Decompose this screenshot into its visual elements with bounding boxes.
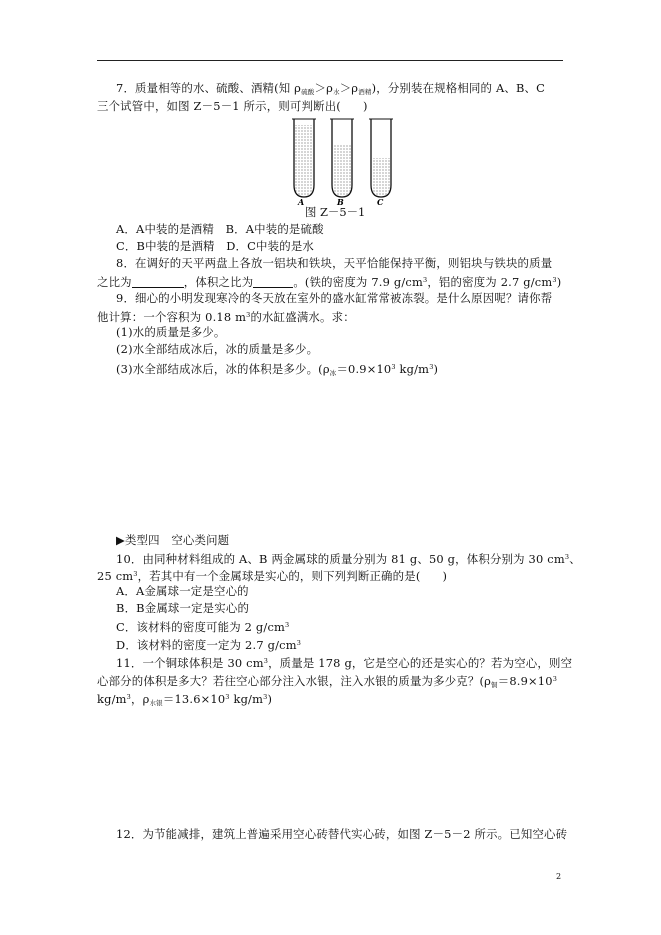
figure-caption: 图 Z－5－1 <box>305 205 366 219</box>
q8-blank-1[interactable] <box>132 276 184 288</box>
test-tube-a <box>292 119 316 197</box>
q9-line-1: 9．细心的小明发现寒冷的冬天放在室外的盛水缸常常被冻裂。是什么原因呢？请你帮 <box>116 291 553 305</box>
q7-line-2: 三个试管中，如图 Z－5－1 所示，则可判断出( ) <box>97 99 368 113</box>
q10-option-a: A．A金属球一定是空心的 <box>116 584 249 598</box>
q8-blank-2[interactable] <box>253 276 293 288</box>
test-tube-b <box>330 119 354 197</box>
q9-line-2: 他计算：一个容积为 0.18 $m^3$的水缸盛满水。求： <box>97 310 355 324</box>
q10-line-1: 10．由同种材料组成的 A、B 两金属球的质量分别为 81 g、50 g，体积分别为 30 $cm^3$、 <box>116 552 581 566</box>
tube-label-c: C <box>377 197 384 205</box>
q8-line-1: 8．在调好的天平两盘上各放一铝块和铁块，天平恰能保持平衡，则铝块与铁块的质量 <box>116 256 553 270</box>
q11-line-2: 心部分的体积是多大？若往空心部分注入水银，注入水银的质量为多少克？($\rho_铜=8.9\times 10^3$ <box>97 674 558 689</box>
q10-option-b: B．B金属球一定是实心的 <box>116 601 250 615</box>
tube-label-b: B <box>337 197 344 205</box>
q8-line-2: 之比为 ，体积之比为 。(铁的密度为 7.9 $g/cm^3$，铝的密度为 2.7 $g/cm^3$) <box>97 275 562 289</box>
q9-part-2: (2)水全部结成冰后，冰的质量是多少。 <box>116 342 319 356</box>
test-tubes-figure <box>280 115 400 205</box>
q9-part-1: (1)水的质量是多少。 <box>116 325 226 339</box>
q9-part-3: (3)水全部结成冰后，冰的体积是多少。($\rho_冰=0.9\times 10^3$ $kg/m^3$) <box>116 362 439 377</box>
page-number: 2 <box>556 872 562 881</box>
q10-line-2: 25 $cm^3$，若其中有一个金属球是实心的，则下列判断正确的是( ) <box>97 569 448 583</box>
q7-line-1: 7．质量相等的水、硫酸、酒精(知 $\rho_{硫酸}>\rho_水>\rho_{酒精}$)，分别装在规格相同的 A、B、C <box>116 81 546 96</box>
q11-line-3: $kg/m^3$，$\rho_{水银}=13.6\times 10^3$ $kg/m^3$) <box>97 692 273 707</box>
q12-line-1: 12．为节能减排，建筑上普遍采用空心砖替代实心砖，如图 Z－5－2 所示。已知空心砖 <box>116 827 568 841</box>
tube-label-a: A <box>298 197 305 205</box>
q10-option-d: D．该材料的密度一定为 2.7 $g/cm^3$ <box>116 638 302 652</box>
section-heading-type4: ▶类型四 空心类问题 <box>116 533 230 547</box>
q7-options-cd: C．B中装的是酒精 D．C中装的是水 <box>116 239 315 253</box>
q10-option-c: C．该材料的密度可能为 2 $g/cm^3$ <box>116 620 290 634</box>
header-rule <box>97 60 563 61</box>
test-tube-c <box>369 119 393 197</box>
q11-line-1: 11．一个铜球体积是 30 $cm^3$，质量是 178 g，它是空心的还是实心的？若为空心，则空 <box>116 656 573 670</box>
q7-options-ab: A．A中装的是酒精 B．A中装的是硫酸 <box>116 222 324 236</box>
